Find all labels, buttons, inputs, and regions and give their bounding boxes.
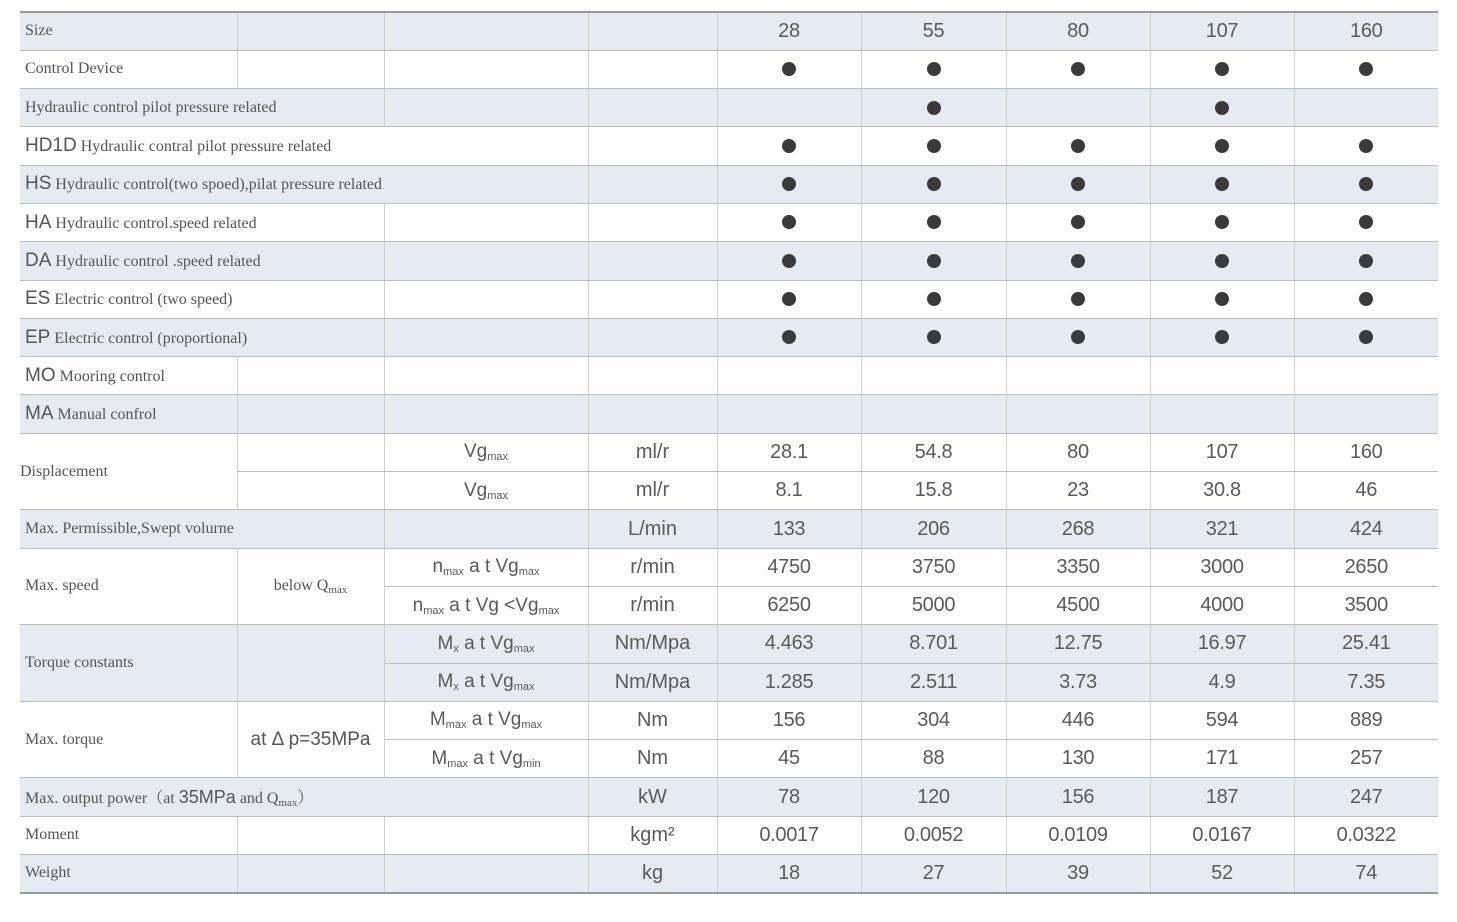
param-n-max: $n_{max}$ a t $Vg_{max}$ [384, 548, 588, 586]
value-cell: 321 [1150, 510, 1294, 548]
specification-table [20, 11, 1438, 894]
value-cell: 268 [1006, 510, 1150, 548]
value-cell: 8.1 [717, 472, 861, 510]
availability-cell [1294, 165, 1438, 203]
availability-cell [1294, 395, 1438, 433]
value-cell: 0.0322 [1294, 816, 1438, 854]
availability-cell [1150, 357, 1294, 395]
availability-cell [717, 50, 861, 88]
ha-code: HA [25, 211, 52, 233]
available-dot-icon [1359, 177, 1373, 191]
availability-cell [717, 318, 861, 356]
availability-cell [1150, 165, 1294, 203]
displacement-row-1 [20, 433, 1438, 471]
empty-cell [588, 318, 717, 356]
availability-cell [1006, 357, 1150, 395]
mo-row [20, 357, 1438, 395]
available-dot-icon [782, 177, 796, 191]
empty-cell [588, 165, 717, 203]
hs-row [20, 165, 1438, 203]
hydraulic-pilot-row [20, 89, 1438, 127]
ma-row [20, 395, 1438, 433]
availability-cell [1294, 203, 1438, 241]
value-cell: 5000 [861, 586, 1006, 624]
available-dot-icon [1359, 292, 1373, 306]
available-dot-icon [1071, 330, 1085, 344]
mo-label [20, 357, 237, 395]
value-cell: 39 [1006, 855, 1150, 893]
max-speed-row-1 [20, 548, 1438, 586]
value-cell: 0.0109 [1006, 816, 1150, 854]
weight-row [20, 855, 1438, 893]
param-mmax-2: $M_{max}$ a t $Vg_{min}$ [384, 740, 588, 778]
value-cell: 160 [1294, 433, 1438, 471]
value-cell: 78 [717, 778, 861, 816]
value-cell: 594 [1150, 701, 1294, 739]
availability-cell [1294, 357, 1438, 395]
availability-cell [1150, 395, 1294, 433]
available-dot-icon [1071, 139, 1085, 153]
ha-text: Hydraulic control.speed related [55, 214, 257, 232]
availability-cell [861, 203, 1006, 241]
empty-cell [237, 357, 384, 395]
hd1d-label [20, 127, 588, 165]
available-dot-icon [1215, 177, 1229, 191]
value-cell: 187 [1150, 778, 1294, 816]
empty-cell [237, 855, 384, 893]
empty-cell [384, 318, 588, 356]
value-cell: 8.701 [861, 625, 1006, 663]
empty-cell [384, 12, 588, 50]
unit: Nm [588, 701, 717, 739]
es-text: Electric control (two speed) [54, 291, 233, 309]
empty-cell [384, 280, 588, 318]
availability-cell [1294, 127, 1438, 165]
value-cell: 15.8 [861, 472, 1006, 510]
availability-cell [717, 165, 861, 203]
value-cell: 446 [1006, 701, 1150, 739]
param-mmax: $M_{max}$ a t $Vg_{max}$ [384, 701, 588, 739]
max-speed-label: Max. speed [20, 548, 237, 625]
available-dot-icon [1215, 215, 1229, 229]
availability-cell [717, 280, 861, 318]
empty-cell [588, 12, 717, 50]
unit: ml/r [588, 472, 717, 510]
empty-cell [588, 357, 717, 395]
availability-cell [861, 280, 1006, 318]
availability-cell [1294, 280, 1438, 318]
value-cell: 2.511 [861, 663, 1006, 701]
empty-cell [237, 816, 384, 854]
value-cell: 247 [1294, 778, 1438, 816]
value-cell: 80 [1006, 433, 1150, 471]
availability-cell [717, 395, 861, 433]
value-cell: 88 [861, 740, 1006, 778]
swept-volume-row [20, 510, 1438, 548]
value-cell: 1.285 [717, 663, 861, 701]
control-device-row [20, 50, 1438, 88]
size-value: 107 [1150, 12, 1294, 50]
empty-cell [588, 89, 717, 127]
empty-cell [384, 242, 588, 280]
available-dot-icon [1359, 139, 1373, 153]
size-value: 28 [717, 12, 861, 50]
availability-cell [1294, 89, 1438, 127]
at-dp-label: at Δ p=35MPa [237, 701, 384, 778]
empty-cell [237, 433, 384, 471]
hd1d-row [20, 127, 1438, 165]
value-cell: 424 [1294, 510, 1438, 548]
available-dot-icon [782, 139, 796, 153]
availability-cell [861, 395, 1006, 433]
ep-code: EP [25, 326, 51, 348]
available-dot-icon [1359, 330, 1373, 344]
available-dot-icon [782, 62, 796, 76]
mo-code: MO [25, 364, 56, 386]
ep-label [20, 318, 384, 356]
available-dot-icon [1359, 254, 1373, 268]
value-cell: 2650 [1294, 548, 1438, 586]
empty-cell [588, 280, 717, 318]
empty-cell [237, 395, 384, 433]
value-cell: 18 [717, 855, 861, 893]
es-label [20, 280, 384, 318]
availability-cell [861, 127, 1006, 165]
unit: r/min [588, 548, 717, 586]
unit: r/min [588, 586, 717, 624]
available-dot-icon [927, 254, 941, 268]
below-q-label: below $Q_{max}$ [237, 548, 384, 625]
availability-cell [1006, 50, 1150, 88]
availability-cell [1006, 165, 1150, 203]
da-text: Hydraulic control .speed related [55, 252, 261, 270]
swept-volume-label: Max. Permissible,Swept volurne [20, 510, 384, 548]
value-cell: 4.9 [1150, 663, 1294, 701]
max-torque-label: Max. torque [20, 701, 237, 778]
control-device-label: Control Device [20, 50, 237, 88]
param-mx-2: $M_x$ a t $Vg_{max}$ [384, 663, 588, 701]
value-cell: 107 [1150, 433, 1294, 471]
max-output-row [20, 778, 1438, 816]
value-cell: 304 [861, 701, 1006, 739]
availability-cell [717, 127, 861, 165]
availability-cell [717, 89, 861, 127]
availability-cell [717, 357, 861, 395]
empty-cell [384, 50, 588, 88]
value-cell: 0.0017 [717, 816, 861, 854]
hydraulic-pilot-label: Hydraulic control pilot pressure related [20, 89, 384, 127]
availability-cell [1006, 318, 1150, 356]
availability-cell [1150, 318, 1294, 356]
unit: L/min [588, 510, 717, 548]
value-cell: 133 [717, 510, 861, 548]
empty-cell [237, 12, 384, 50]
da-label [20, 242, 384, 280]
availability-cell [861, 165, 1006, 203]
availability-cell [1294, 50, 1438, 88]
hs-label [20, 165, 588, 203]
ep-row [20, 318, 1438, 356]
unit: kW [588, 778, 717, 816]
empty-cell [588, 395, 717, 433]
availability-cell [1150, 127, 1294, 165]
es-row [20, 280, 1438, 318]
value-cell: 12.75 [1006, 625, 1150, 663]
param-vg-max-2: $Vg_{max}$ [384, 472, 588, 510]
value-cell: 257 [1294, 740, 1438, 778]
empty-cell [384, 203, 588, 241]
value-cell: 3000 [1150, 548, 1294, 586]
available-dot-icon [1071, 177, 1085, 191]
ma-code: MA [25, 403, 54, 425]
availability-cell [1150, 50, 1294, 88]
available-dot-icon [1071, 62, 1085, 76]
available-dot-icon [1215, 62, 1229, 76]
value-cell: 4500 [1006, 586, 1150, 624]
availability-cell [861, 50, 1006, 88]
available-dot-icon [927, 62, 941, 76]
value-cell: 25.41 [1294, 625, 1438, 663]
value-cell: 45 [717, 740, 861, 778]
available-dot-icon [782, 254, 796, 268]
es-code: ES [25, 288, 51, 310]
availability-cell [1294, 242, 1438, 280]
displacement-label: Displacement [20, 433, 237, 510]
empty-cell [237, 472, 384, 510]
availability-cell [1294, 318, 1438, 356]
available-dot-icon [927, 101, 941, 115]
empty-cell [588, 242, 717, 280]
size-value: 160 [1294, 12, 1438, 50]
availability-cell [1006, 203, 1150, 241]
torque-constants-label: Torque constants [20, 625, 237, 702]
empty-cell [588, 203, 717, 241]
available-dot-icon [1215, 101, 1229, 115]
param-vg-max: $Vg_{max}$ [384, 433, 588, 471]
empty-cell [384, 357, 588, 395]
ha-label [20, 203, 384, 241]
ep-text: Electric control (proportional) [54, 329, 248, 347]
value-cell: 3.73 [1006, 663, 1150, 701]
unit: Nm/Mpa [588, 663, 717, 701]
value-cell: 0.0167 [1150, 816, 1294, 854]
availability-cell [861, 242, 1006, 280]
value-cell: 206 [861, 510, 1006, 548]
unit: Nm/Mpa [588, 625, 717, 663]
empty-cell [237, 50, 384, 88]
available-dot-icon [927, 139, 941, 153]
value-cell: 23 [1006, 472, 1150, 510]
value-cell: 7.35 [1294, 663, 1438, 701]
availability-cell [717, 242, 861, 280]
value-cell: 30.8 [1150, 472, 1294, 510]
torque-constants-row-1 [20, 625, 1438, 663]
value-cell: 889 [1294, 701, 1438, 739]
size-row [20, 12, 1438, 50]
availability-cell [1150, 89, 1294, 127]
value-cell: 120 [861, 778, 1006, 816]
param-n-max-2: $n_{max}$ a t $Vg <Vg_{max}$ [384, 586, 588, 624]
mo-text: Mooring control [59, 367, 165, 385]
hs-code: HS [25, 173, 52, 195]
available-dot-icon [1071, 215, 1085, 229]
value-cell: 6250 [717, 586, 861, 624]
available-dot-icon [927, 330, 941, 344]
unit: ml/r [588, 433, 717, 471]
ma-label [20, 395, 237, 433]
value-cell: 16.97 [1150, 625, 1294, 663]
value-cell: 27 [861, 855, 1006, 893]
availability-cell [1006, 127, 1150, 165]
unit: kg [588, 855, 717, 893]
value-cell: 3500 [1294, 586, 1438, 624]
size-value: 80 [1006, 12, 1150, 50]
param-mx: $M_x$ a t $Vg_{max}$ [384, 625, 588, 663]
available-dot-icon [927, 292, 941, 306]
value-cell: 0.0052 [861, 816, 1006, 854]
empty-cell [384, 510, 588, 548]
hd1d-text: Hydraulic contral pilot pressure related [80, 138, 332, 156]
empty-cell [384, 89, 588, 127]
availability-cell [1006, 280, 1150, 318]
available-dot-icon [1215, 139, 1229, 153]
empty-cell [384, 395, 588, 433]
availability-cell [1150, 242, 1294, 280]
da-row [20, 242, 1438, 280]
ma-text: Manual confrol [57, 406, 157, 424]
max-torque-row-1 [20, 701, 1438, 739]
available-dot-icon [782, 292, 796, 306]
value-cell: 28.1 [717, 433, 861, 471]
moment-label: Moment [20, 816, 237, 854]
availability-cell [717, 203, 861, 241]
value-cell: 46 [1294, 472, 1438, 510]
available-dot-icon [1215, 254, 1229, 268]
availability-cell [1150, 203, 1294, 241]
availability-cell [1006, 395, 1150, 433]
available-dot-icon [927, 177, 941, 191]
availability-cell [861, 89, 1006, 127]
value-cell: 4750 [717, 548, 861, 586]
value-cell: 52 [1150, 855, 1294, 893]
size-label: Size [20, 12, 237, 50]
available-dot-icon [782, 330, 796, 344]
weight-label: Weight [20, 855, 237, 893]
hd1d-code: HD1D [25, 135, 77, 157]
value-cell: 4.463 [717, 625, 861, 663]
value-cell: 171 [1150, 740, 1294, 778]
available-dot-icon [1359, 62, 1373, 76]
size-value: 55 [861, 12, 1006, 50]
available-dot-icon [1215, 292, 1229, 306]
empty-cell [588, 127, 717, 165]
da-code: DA [25, 249, 52, 271]
available-dot-icon [1071, 292, 1085, 306]
hs-text: Hydraulic control(two spoed),pilat pressure related [55, 176, 382, 194]
moment-row [20, 816, 1438, 854]
value-cell: 156 [1006, 778, 1150, 816]
value-cell: 156 [717, 701, 861, 739]
unit: Nm [588, 740, 717, 778]
availability-cell [1006, 89, 1150, 127]
empty-cell [237, 625, 384, 702]
availability-cell [861, 357, 1006, 395]
max-output-label: Max. output power（at 35MPa and $Q_{max}$） [20, 778, 588, 816]
value-cell: 3350 [1006, 548, 1150, 586]
empty-cell [588, 50, 717, 88]
empty-cell [384, 855, 588, 893]
availability-cell [1150, 280, 1294, 318]
unit: kgm² [588, 816, 717, 854]
value-cell: 54.8 [861, 433, 1006, 471]
value-cell: 74 [1294, 855, 1438, 893]
available-dot-icon [782, 215, 796, 229]
availability-cell [861, 318, 1006, 356]
value-cell: 3750 [861, 548, 1006, 586]
value-cell: 4000 [1150, 586, 1294, 624]
available-dot-icon [1071, 254, 1085, 268]
available-dot-icon [1359, 215, 1373, 229]
available-dot-icon [1215, 330, 1229, 344]
value-cell: 130 [1006, 740, 1150, 778]
ha-row [20, 203, 1438, 241]
available-dot-icon [927, 215, 941, 229]
empty-cell [384, 816, 588, 854]
availability-cell [1006, 242, 1150, 280]
